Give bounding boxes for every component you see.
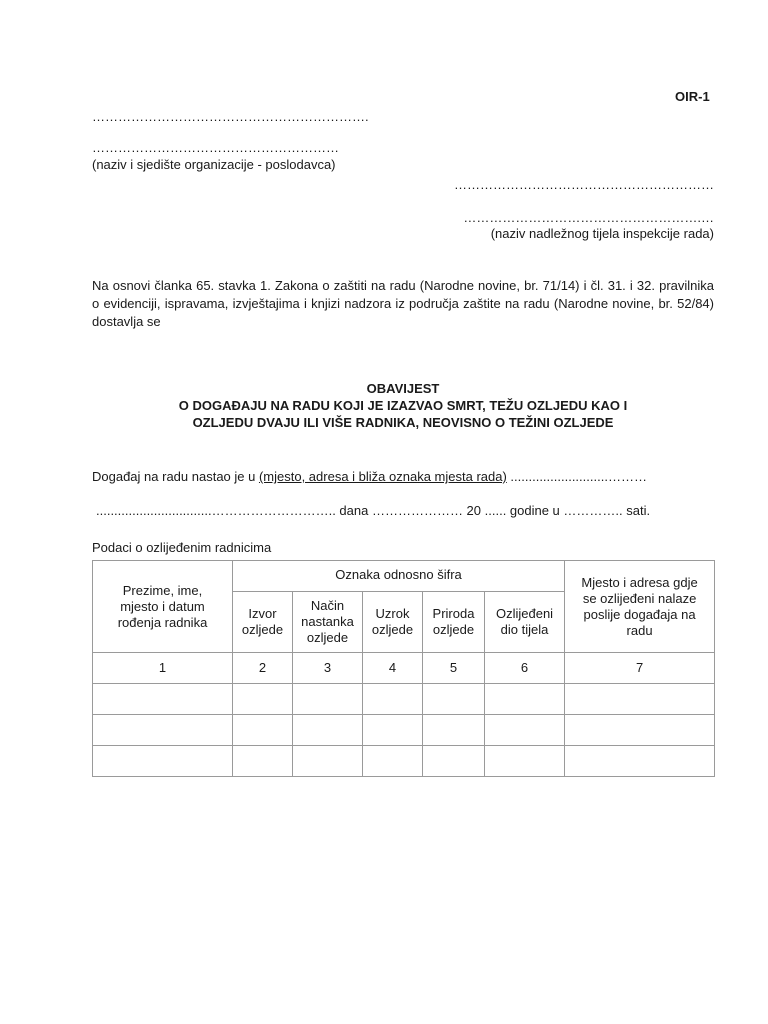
column-number: 2 bbox=[233, 653, 293, 684]
table-cell[interactable] bbox=[423, 746, 485, 777]
column-number: 1 bbox=[93, 653, 233, 684]
injured-workers-table bbox=[92, 560, 715, 777]
form-code: OIR-1 bbox=[675, 89, 710, 104]
table-cell[interactable] bbox=[93, 746, 233, 777]
event-location-label: Događaj na radu nastao je u bbox=[92, 469, 259, 484]
table-cell[interactable] bbox=[363, 715, 423, 746]
table-cell[interactable] bbox=[93, 715, 233, 746]
table-cell[interactable] bbox=[485, 684, 565, 715]
column-number: 7 bbox=[565, 653, 715, 684]
inspection-address-field[interactable]: ……………………………………………….… bbox=[463, 210, 714, 225]
document-title: OBAVIJEST bbox=[366, 381, 440, 396]
table-cell[interactable] bbox=[423, 715, 485, 746]
organization-name-field[interactable]: ………………………………………………………. bbox=[92, 109, 369, 124]
table-row bbox=[93, 715, 715, 746]
intro-paragraph: Na osnovi članka 65. stavka 1. Zakona o zaštiti na radu (Narodne novine, br. 71/14) i čl. 31. i 32. pravilnika o evidenciji, ispravama, izvještajima i knjizi nadzora iz područja zaštite na radu (Narodne novine, br. 52/84) dostavlja se bbox=[92, 278, 714, 329]
table-caption: Podaci o ozlijeđenim radnicima bbox=[92, 540, 272, 555]
header-injury-source: Izvor ozljede bbox=[233, 592, 293, 653]
table-cell[interactable] bbox=[485, 746, 565, 777]
event-location-hint: (mjesto, adresa i bliža oznaka mjesta rada) bbox=[258, 469, 507, 484]
header-location: Mjesto i adresa gdje se ozlijeđeni nalaze poslije događaja na radu bbox=[565, 561, 715, 653]
table-cell[interactable] bbox=[363, 684, 423, 715]
header-injury-manner: Način nastanka ozljede bbox=[293, 592, 363, 653]
table-header-row bbox=[93, 561, 715, 592]
table-cell[interactable] bbox=[363, 746, 423, 777]
organization-caption: (naziv i sjedište organizacije - poslodavca) bbox=[92, 157, 336, 172]
column-number: 6 bbox=[485, 653, 565, 684]
event-location-line[interactable] bbox=[92, 469, 647, 484]
inspection-caption: (naziv nadležnog tijela inspekcije rada) bbox=[490, 226, 714, 241]
document-subtitle-line-2: OZLJEDU DVAJU ILI VIŠE RADNIKA, NEOVISNO O TEŽINI OZLJEDE bbox=[192, 415, 614, 430]
table-cell[interactable] bbox=[293, 746, 363, 777]
header-code-group: Oznaka odnosno šifra bbox=[233, 561, 565, 592]
column-number-row bbox=[93, 653, 715, 684]
table-cell[interactable] bbox=[233, 715, 293, 746]
table-cell[interactable] bbox=[565, 715, 715, 746]
header-person: Prezime, ime, mjesto i datum rođenja radnika bbox=[93, 561, 233, 653]
document-subtitle-line-1: O DOGAĐAJU NA RADU KOJI JE IZAZVAO SMRT, TEŽU OZLJEDU KAO I bbox=[178, 398, 628, 413]
column-number: 5 bbox=[423, 653, 485, 684]
table-cell[interactable] bbox=[93, 684, 233, 715]
table-cell[interactable] bbox=[485, 715, 565, 746]
table-cell[interactable] bbox=[565, 746, 715, 777]
event-date-line[interactable]: ................................……………………….. dana ………………… 20 ...... godine u ………….. sati. bbox=[96, 503, 651, 518]
table-cell[interactable] bbox=[423, 684, 485, 715]
header-injury-nature: Priroda ozljede bbox=[423, 592, 485, 653]
header-injury-cause: Uzrok ozljede bbox=[363, 592, 423, 653]
column-number: 3 bbox=[293, 653, 363, 684]
column-number: 4 bbox=[363, 653, 423, 684]
table-cell[interactable] bbox=[293, 715, 363, 746]
event-location-blank[interactable]: ...........................……… bbox=[506, 469, 647, 484]
table-cell[interactable] bbox=[233, 746, 293, 777]
table-row bbox=[93, 684, 715, 715]
table-cell[interactable] bbox=[293, 684, 363, 715]
header-injured-body-part: Ozlijeđeni dio tijela bbox=[485, 592, 565, 653]
organization-address-field[interactable]: ………………………………………………… bbox=[92, 140, 339, 155]
table-cell[interactable] bbox=[565, 684, 715, 715]
table-row bbox=[93, 746, 715, 777]
inspection-name-field[interactable]: …………………………………………………… bbox=[454, 177, 714, 192]
table-cell[interactable] bbox=[233, 684, 293, 715]
